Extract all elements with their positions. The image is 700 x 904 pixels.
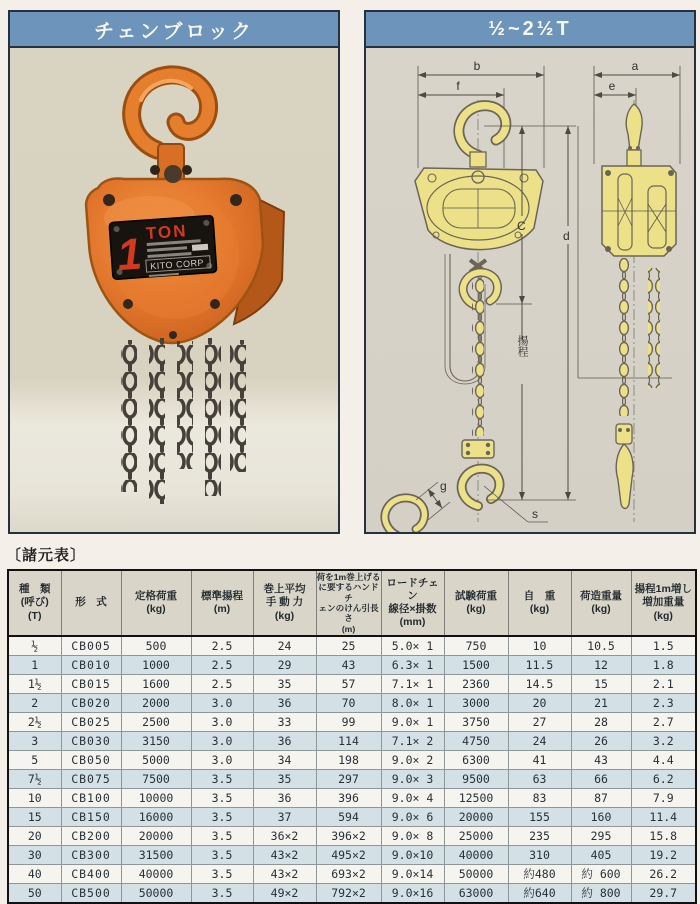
table-cell: 36	[253, 731, 316, 750]
col-header-2: 定格荷重 (kg)	[121, 570, 191, 636]
table-cell: 4.4	[631, 750, 696, 769]
table-cell: 3.5	[191, 826, 253, 845]
table-cell: 7.1× 1	[381, 674, 444, 693]
table-cell: 25000	[444, 826, 508, 845]
table-row	[8, 750, 696, 769]
capacity-number: 1	[115, 229, 144, 281]
side-top-hook-icon	[626, 104, 642, 166]
table-cell: 35	[253, 769, 316, 788]
table-cell: 114	[316, 731, 381, 750]
table-cell: 1.5	[631, 636, 696, 656]
table-cell: 5.0× 1	[381, 636, 444, 656]
table-cell: 9.0× 6	[381, 807, 444, 826]
table-cell: CB030	[61, 731, 121, 750]
table-cell: 155	[508, 807, 571, 826]
dim-d-label: d	[563, 229, 570, 243]
col-header-8: 自 重 (kg)	[508, 570, 571, 636]
table-cell: 2.5	[191, 655, 253, 674]
table-cell: 33	[253, 712, 316, 731]
table-cell: CB005	[61, 636, 121, 656]
table-cell: 3.0	[191, 693, 253, 712]
table-row	[8, 845, 696, 864]
table-cell: 9.0× 1	[381, 712, 444, 731]
table-cell: 21	[571, 693, 631, 712]
table-row	[8, 731, 696, 750]
table-cell: 43	[571, 750, 631, 769]
table-cell: 30	[8, 845, 61, 864]
table-cell: 35	[253, 674, 316, 693]
spec-table	[7, 569, 697, 904]
table-cell: 1600	[121, 674, 191, 693]
table-cell: 2½	[8, 712, 61, 731]
table-row	[8, 693, 696, 712]
dim-f-label: f	[456, 79, 460, 93]
table-cell: 24	[508, 731, 571, 750]
table-row	[8, 712, 696, 731]
front-top-hook-icon	[459, 106, 506, 167]
table-cell: 約 800	[571, 883, 631, 903]
table-cell: CB200	[61, 826, 121, 845]
capacity-unit: TON	[145, 221, 189, 244]
table-cell: 20	[508, 693, 571, 712]
table-cell: 43×2	[253, 864, 316, 883]
table-cell: 160	[571, 807, 631, 826]
dim-a-label: a	[631, 59, 639, 73]
table-cell: 10.5	[571, 636, 631, 656]
table-row	[8, 807, 696, 826]
table-cell: CB020	[61, 693, 121, 712]
table-cell: 2	[8, 693, 61, 712]
side-bottom-hook-icon	[616, 424, 633, 509]
table-cell: 7.9	[631, 788, 696, 807]
table-row	[8, 883, 696, 903]
front-lowered-hook-icon	[462, 440, 500, 506]
table-cell: 1500	[444, 655, 508, 674]
table-cell: 15	[8, 807, 61, 826]
table-cell: 594	[316, 807, 381, 826]
table-cell: 49×2	[253, 883, 316, 903]
table-cell: 235	[508, 826, 571, 845]
table-cell: 500	[121, 636, 191, 656]
side-view	[578, 59, 680, 522]
table-cell: 15	[571, 674, 631, 693]
table-cell: 2.1	[631, 674, 696, 693]
table-cell: 1½	[8, 674, 61, 693]
drawing-panel-header	[366, 12, 694, 48]
table-cell: 2500	[121, 712, 191, 731]
table-cell: 9.0× 8	[381, 826, 444, 845]
table-cell: 3.5	[191, 788, 253, 807]
front-body	[415, 168, 543, 250]
table-cell: 70	[316, 693, 381, 712]
side-chain-rear	[648, 268, 660, 388]
table-row	[8, 674, 696, 693]
table-cell: 約 600	[571, 864, 631, 883]
col-header-1: 形 式	[61, 570, 121, 636]
table-row	[8, 636, 696, 656]
front-load-chain	[472, 276, 484, 436]
col-header-10: 揚程1m増し 増加重量 (kg)	[631, 570, 696, 636]
table-cell: 6.2	[631, 769, 696, 788]
photo-panel-header	[10, 12, 338, 48]
table-cell: 約640	[508, 883, 571, 903]
table-cell: 31500	[121, 845, 191, 864]
table-cell: 36×2	[253, 826, 316, 845]
table-cell: 12	[571, 655, 631, 674]
table-cell: 50000	[444, 864, 508, 883]
table-caption: 〔諸元表〕	[6, 547, 87, 564]
table-cell: 3.2	[631, 731, 696, 750]
table-cell: 3.0	[191, 712, 253, 731]
table-cell: 66	[571, 769, 631, 788]
table-cell: 28	[571, 712, 631, 731]
table-cell: 87	[571, 788, 631, 807]
table-cell: 19.2	[631, 845, 696, 864]
product-photo	[10, 48, 338, 532]
table-cell: CB150	[61, 807, 121, 826]
table-cell: CB100	[61, 788, 121, 807]
table-cell: 63	[508, 769, 571, 788]
table-cell: CB050	[61, 750, 121, 769]
table-cell: CB300	[61, 845, 121, 864]
table-row	[8, 788, 696, 807]
table-cell: 14.5	[508, 674, 571, 693]
table-cell: CB500	[61, 883, 121, 903]
table-cell: 792×2	[316, 883, 381, 903]
table-cell: 29.7	[631, 883, 696, 903]
table-cell: 10000	[121, 788, 191, 807]
hook-opening-detail	[385, 479, 450, 532]
table-cell: CB400	[61, 864, 121, 883]
table-cell: 63000	[444, 883, 508, 903]
table-row	[8, 655, 696, 674]
table-cell: 3	[8, 731, 61, 750]
table-cell: 3.5	[191, 845, 253, 864]
table-cell: 57	[316, 674, 381, 693]
table-cell: 3000	[444, 693, 508, 712]
table-cell: 12500	[444, 788, 508, 807]
col-header-9: 荷造重量 (kg)	[571, 570, 631, 636]
table-cell: 43	[316, 655, 381, 674]
table-cell: 25	[316, 636, 381, 656]
drawing-panel-title: ½~2½T	[488, 17, 572, 40]
col-header-0: 種 類 (呼び) (T)	[8, 570, 61, 636]
table-cell: 6300	[444, 750, 508, 769]
table-cell: 396×2	[316, 826, 381, 845]
table-cell: 2000	[121, 693, 191, 712]
table-cell: 2.5	[191, 674, 253, 693]
table-cell: 405	[571, 845, 631, 864]
lift-label: 揚程	[516, 335, 528, 357]
col-header-4: 巻上平均 手 動 力 (kg)	[253, 570, 316, 636]
table-cell: 36	[253, 693, 316, 712]
table-cell: 83	[508, 788, 571, 807]
table-cell: 11.4	[631, 807, 696, 826]
table-row	[8, 864, 696, 883]
technical-drawing	[366, 48, 694, 532]
load-chains	[121, 338, 246, 504]
table-cell: CB015	[61, 674, 121, 693]
dim-g-label: g	[440, 479, 447, 493]
table-cell: 20	[8, 826, 61, 845]
table-cell: 37	[253, 807, 316, 826]
col-header-3: 標準揚程 (m)	[191, 570, 253, 636]
table-cell: 1.8	[631, 655, 696, 674]
table-cell: 396	[316, 788, 381, 807]
table-cell: 2.5	[191, 636, 253, 656]
table-cell: 2.7	[631, 712, 696, 731]
table-cell: 34	[253, 750, 316, 769]
chain-block-illustration	[10, 48, 338, 532]
table-cell: 26.2	[631, 864, 696, 883]
table-cell: 26	[571, 731, 631, 750]
table-cell: 10	[8, 788, 61, 807]
photo-panel-title: チェンブロック	[94, 20, 254, 43]
table-cell: 43×2	[253, 845, 316, 864]
table-cell: 3.0	[191, 731, 253, 750]
nameplate	[109, 215, 217, 280]
table-cell: 693×2	[316, 864, 381, 883]
table-row	[8, 826, 696, 845]
table-cell: 750	[444, 636, 508, 656]
table-cell: CB025	[61, 712, 121, 731]
col-header-6: ロードチェン 線径×掛数 (mm)	[381, 570, 444, 636]
dim-s-label: s	[532, 507, 538, 521]
table-cell: CB010	[61, 655, 121, 674]
table-cell: 20000	[121, 826, 191, 845]
table-cell: 5000	[121, 750, 191, 769]
col-header-7: 試験荷重 (kg)	[444, 570, 508, 636]
table-cell: 9.0× 2	[381, 750, 444, 769]
table-cell: 3.5	[191, 864, 253, 883]
brand-text: KITO CORP	[149, 257, 205, 272]
table-cell: 41	[508, 750, 571, 769]
table-cell: 1	[8, 655, 61, 674]
table-cell: 3750	[444, 712, 508, 731]
table-cell: 295	[571, 826, 631, 845]
col-header-5: 荷を1m巻上げる に要するハンドチ ェンのけん引長さ (m)	[316, 570, 381, 636]
table-cell: 20000	[444, 807, 508, 826]
table-cell: 198	[316, 750, 381, 769]
table-cell: 29	[253, 655, 316, 674]
table-cell: 40000	[444, 845, 508, 864]
table-cell: 1000	[121, 655, 191, 674]
table-cell: 9.0× 4	[381, 788, 444, 807]
table-cell: 約480	[508, 864, 571, 883]
table-cell: ½	[8, 636, 61, 656]
table-cell: 9.0× 3	[381, 769, 444, 788]
table-cell: 8.0× 1	[381, 693, 444, 712]
table-cell: 11.5	[508, 655, 571, 674]
table-cell: 10	[508, 636, 571, 656]
side-body	[602, 166, 676, 256]
dim-e-label: e	[608, 79, 616, 93]
table-cell: 3.0	[191, 750, 253, 769]
dim-b-label: b	[473, 59, 481, 73]
table-cell: 36	[253, 788, 316, 807]
table-cell: 99	[316, 712, 381, 731]
table-cell: 9.0×16	[381, 883, 444, 903]
table-cell: 5	[8, 750, 61, 769]
table-cell: 3.5	[191, 807, 253, 826]
table-cell: 40	[8, 864, 61, 883]
front-view	[385, 59, 576, 532]
header-row	[8, 570, 696, 636]
dimension-drawing	[366, 48, 694, 532]
drawing-panel	[364, 10, 696, 534]
table-cell: 3.5	[191, 769, 253, 788]
table-cell: 24	[253, 636, 316, 656]
table-cell: 40000	[121, 864, 191, 883]
table-cell: 4750	[444, 731, 508, 750]
table-row	[8, 769, 696, 788]
table-cell: 7½	[8, 769, 61, 788]
dim-c-label: C	[517, 219, 526, 233]
table-cell: 9.0×10	[381, 845, 444, 864]
table-cell: 7.1× 2	[381, 731, 444, 750]
table-cell: 16000	[121, 807, 191, 826]
table-cell: 9500	[444, 769, 508, 788]
table-cell: 27	[508, 712, 571, 731]
table-cell: 7500	[121, 769, 191, 788]
table-cell: 495×2	[316, 845, 381, 864]
table-cell: 3150	[121, 731, 191, 750]
table-cell: 310	[508, 845, 571, 864]
table-cell: 6.3× 1	[381, 655, 444, 674]
table-cell: 15.8	[631, 826, 696, 845]
table-cell: 297	[316, 769, 381, 788]
photo-panel	[8, 10, 340, 534]
table-cell: CB075	[61, 769, 121, 788]
table-cell: 2.3	[631, 693, 696, 712]
table-cell: 50000	[121, 883, 191, 903]
table-cell: 50	[8, 883, 61, 903]
table-cell: 2360	[444, 674, 508, 693]
table-cell: 9.0×14	[381, 864, 444, 883]
table-cell: 3.5	[191, 883, 253, 903]
side-chain-front	[618, 258, 630, 416]
